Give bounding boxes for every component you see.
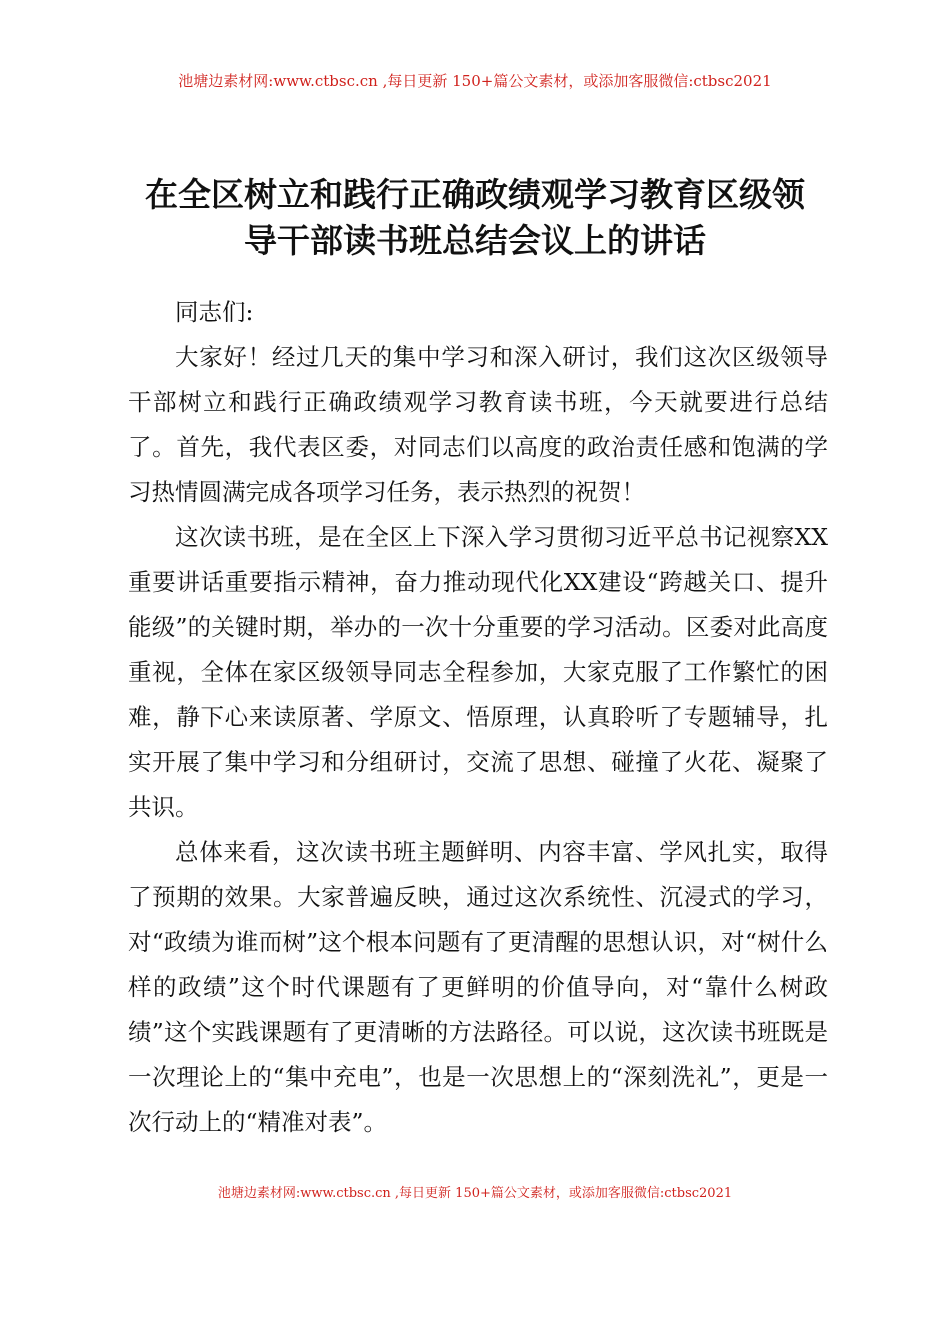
- document-body: [128, 290, 828, 1145]
- footer-watermark-note: 池塘边素材网:www.ctbsc.cn ,每日更新 150+篇公文素材，或添加客服微信:ctbsc2021: [217, 1186, 733, 1201]
- document-title: [110, 172, 840, 264]
- paragraph-1: 大家好！经过几天的集中学习和深入研讨，我们这次区级领导干部树立和践行正确政绩观学习教育读书班，今天就要进行总结了。首先，我代表区委，对同志们以高度的政治责任感和饱满的学习热情圆满完成各项学习任务，表示热烈的祝贺！: [128, 343, 828, 506]
- title-line-2: 导干部读书班总结会议上的讲话: [244, 221, 706, 260]
- header-watermark-note: 池塘边素材网:www.ctbsc.cn ,每日更新 150+篇公文素材，或添加客服微信:ctbsc2021: [178, 72, 772, 90]
- paragraph-2: 这次读书班，是在全区上下深入学习贯彻习近平总书记视察XX重要讲话重要指示精神，奋力推动现代化XX建设“跨越关口、提升能级”的关键时期，举办的一次十分重要的学习活动。区委对此高度重视，全体在家区级领导同志全程参加，大家克服了工作繁忙的困难，静下心来读原著、学原文、悟原理，认真聆听了专题辅导，扎实开展了集中学习和分组研讨，交流了思想、碰撞了火花、凝聚了共识。: [128, 523, 828, 821]
- salutation: 同志们:: [175, 298, 254, 326]
- paragraph-3: 总体来看，这次读书班主题鲜明、内容丰富、学风扎实，取得了预期的效果。大家普遍反映，通过这次系统性、沉浸式的学习，对“政绩为谁而树”这个根本问题有了更清醒的思想认识，对“树什么样的政绩”这个时代课题有了更鲜明的价值导向，对“靠什么树政绩”这个实践课题有了更清晰的方法路径。可以说，这次读书班既是一次理论上的“集中充电”，也是一次思想上的“深刻洗礼”，更是一次行动上的“精准对表”。: [128, 838, 828, 1136]
- title-line-1: 在全区树立和践行正确政绩观学习教育区级领: [145, 175, 805, 214]
